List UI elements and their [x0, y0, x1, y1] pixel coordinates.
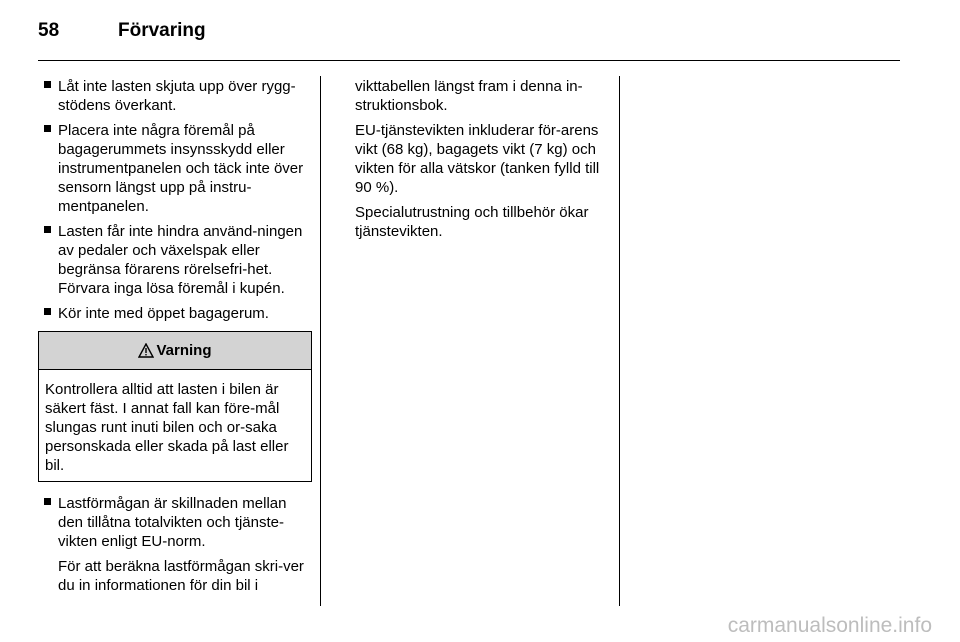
column-divider [619, 76, 620, 606]
list-item-text: Kör inte med öppet bagagerum. [58, 305, 269, 322]
column-middle [355, 77, 607, 247]
bullet-list-bottom [44, 494, 306, 551]
list-item-text: Lastförmågan är skillnaden mellan den tillåtna totalvikten och tjänste-vikten enligt EU-norm. [58, 495, 287, 550]
list-item [44, 222, 306, 298]
list-item [44, 494, 306, 551]
bullet-square-icon [44, 81, 51, 88]
warning-box [38, 331, 312, 482]
page-title: Förvaring [118, 20, 206, 41]
bullet-list-top [44, 77, 306, 323]
page-number: 58 [38, 20, 60, 41]
list-item-text: Lasten får inte hindra använd-ningen av pedaler och växelspak eller begränsa förarens rörelsefri-het. Förvara inga lösa föremål i kupén. [58, 223, 303, 297]
paragraph: EU-tjänstevikten inkluderar för-arens vikt (68 kg), bagagets vikt (7 kg) och vikten för alla vätskor (tanken fylld till 90 %). [355, 122, 600, 196]
warning-triangle-icon [138, 343, 154, 358]
bullet-square-icon [44, 125, 51, 132]
bullet-square-icon [44, 308, 51, 315]
list-item [44, 121, 306, 216]
list-item [44, 77, 306, 115]
column-left [44, 77, 306, 595]
warning-text: Kontrollera alltid att lasten i bilen är säkert fäst. I annat fall kan före-mål slungas runt inuti bilen och or-saka personskada eller skada på last eller bil. [45, 381, 289, 474]
paragraph: vikttabellen längst fram i denna in-struktionsbok. [355, 78, 583, 114]
header-divider [38, 60, 900, 61]
paragraph: Specialutrustning och tillbehör ökar tjänstevikten. [355, 204, 589, 240]
continuation-paragraph: För att beräkna lastförmågan skri-ver du in informationen för din bil i [58, 558, 304, 594]
bullet-square-icon [44, 226, 51, 233]
column-divider [320, 76, 321, 606]
list-item [44, 304, 306, 323]
warning-title: Varning [156, 342, 212, 359]
warning-header [39, 332, 311, 370]
bullet-square-icon [44, 498, 51, 505]
list-item-text: Placera inte några föremål på bagagerummets insynsskydd eller instrumentpanelen och täck inte över sensorn längst upp på instru-mentpanelen. [58, 122, 304, 215]
list-item-text: Låt inte lasten skjuta upp över rygg-stödens överkant. [58, 78, 296, 114]
watermark: carmanualsonline.info [727, 614, 932, 637]
